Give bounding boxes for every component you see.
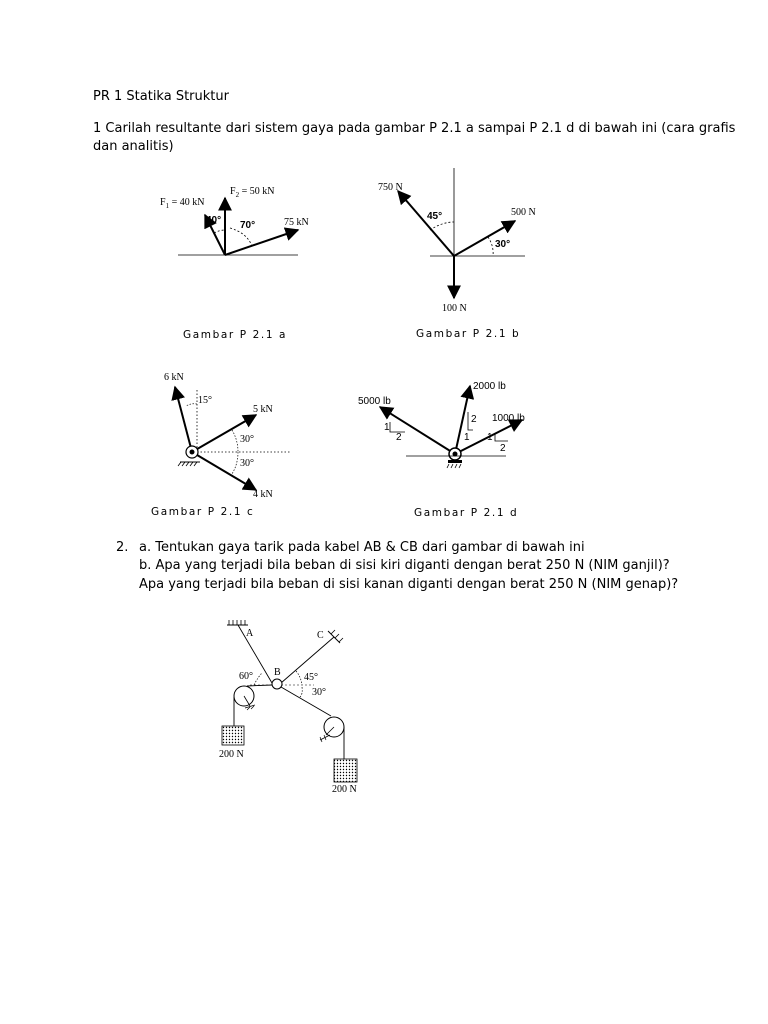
angle-arc-15 [186,404,197,406]
angle-arc-30-bottom [232,452,238,474]
label-4kn: 4 kN [253,489,273,500]
label-f1: $F_1 = 40$ kN [160,197,205,210]
angle-arc-60 [254,673,262,685]
label-angle-40: 40° [206,215,222,226]
label-weight-right: 200 N [332,784,357,795]
label-angle-60: 60° [239,671,253,682]
slope-label-right-2: 2 [500,443,506,454]
pulley-right-hatch [320,735,330,742]
support-base [448,460,462,463]
ground-hatch-marks [447,464,461,468]
label-f2: $F_2 = 50$ kN [230,186,275,199]
slope-label-right-1: 1 [487,432,493,443]
label-angle-30-bottom: 30° [240,458,254,469]
figure-p21c [160,370,300,502]
label-6kn: 6 kN [164,372,184,383]
force-5000lb-arrow [380,407,455,454]
label-c: C [317,630,324,641]
slope-label-mid-1: 1 [464,432,470,443]
angle-arc-30 [488,237,493,256]
label-angle-30-top: 30° [240,434,254,445]
slope-triangle-right [495,434,508,441]
label-angle-30: 30° [495,239,511,250]
label-angle-15: 15° [198,395,212,406]
pin-support-inner [190,450,195,455]
figure-p21b [370,168,540,318]
caption-p21c: Gambar P 2.1 c [151,506,255,518]
caption-p21b: Gambar P 2.1 b [416,328,521,340]
question-2-line-a: a. Tentukan gaya tarik pada kabel AB & CB dari gambar di bawah ini [139,540,585,555]
angle-arc-30-top [232,430,238,452]
slope-triangle-left [390,422,405,432]
force-75kn-arrow [225,230,298,255]
slope-label-left-2: 2 [396,432,402,443]
weight-left [222,726,244,745]
question-2-line-c: Apa yang terjadi bila beban di sisi kanan diganti dengan berat 250 N (NIM genap)? [139,577,679,592]
label-a: A [246,628,254,639]
label-100n: 100 N [442,303,467,314]
weight-right [334,759,357,782]
force-750n-arrow [398,191,454,256]
angle-arc-30 [300,687,302,697]
question-1-line-1: 1 Carilah resultante dari sistem gaya pada gambar P 2.1 a sampai P 2.1 d di bawah ini (cara grafis [93,121,736,136]
label-1000lb: 1000 lb [492,413,525,424]
ground-hatch-marks [178,462,197,466]
support-a-hatch [229,620,245,625]
question-2-number: 2. [116,540,129,555]
figure-p21d [350,372,540,472]
page-title: PR 1 Statika Struktur [93,89,229,104]
ring-b [272,679,282,689]
label-angle-45: 45° [304,672,318,683]
label-500n: 500 N [511,207,536,218]
label-angle-70: 70° [240,220,256,231]
caption-p21a: Gambar P 2.1 a [183,329,288,341]
question-1-line-2: dan analitis) [93,139,174,154]
slope-label-left-1: 1 [384,422,390,433]
figure-p21a [150,178,320,268]
label-angle-30: 30° [312,687,326,698]
label-750n: 750 N [378,182,403,193]
label-angle-45: 45° [427,211,443,222]
force-6kn-arrow [175,387,192,452]
label-weight-left: 200 N [219,749,244,760]
label-2000lb: 2000 lb [473,381,506,392]
angle-arc-40 [214,230,225,233]
label-b: B [274,667,281,678]
angle-arc-45 [430,222,454,230]
label-5kn: 5 kN [253,404,273,415]
label-75kn: 75 kN [284,217,309,228]
slope-label-mid-2: 2 [471,414,477,425]
label-5000lb: 5000 lb [358,396,391,407]
caption-p21d: Gambar P 2.1 d [414,507,519,519]
angle-arc-45 [296,671,302,685]
figure-cable-system [210,615,380,800]
question-2-line-b: b. Apa yang terjadi bila beban di sisi kiri diganti dengan berat 250 N (NIM ganjil)? [139,558,670,573]
